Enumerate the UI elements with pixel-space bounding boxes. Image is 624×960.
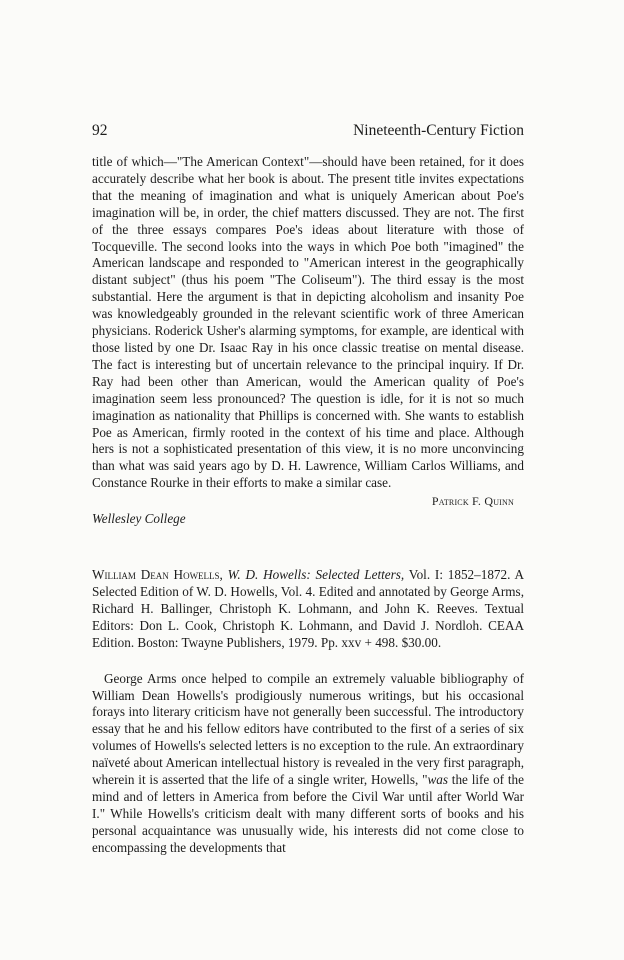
reviewer-affiliation: Wellesley College <box>92 511 186 527</box>
review-paragraph: title of which—"The American Context"—should have been retained, for it does accurately describe what her book is about. The present title invites expectations that the meaning of imagination and what is uniquely American about Poe's imagination will be, in order, the chief matters discussed. They are not. The first of the three essays compares Poe's ideas about literature with those of Tocqueville. The second looks into the ways in which Poe both "imagined" the American landscape and responded to "American interest in the geographically distant subject" (thus his poem "The Coliseum"). The third essay is the most substantial. Here the argument is that in depicting alcoholism and insanity Poe was knowledgeably grounded in the relevant scientific work of three American physicians. Roderick Usher's alarming symptoms, for example, are identical with those listed by one Dr. Isaac Ray in his once classic treatise on mental disease. The fact is interesting but of uncertain relevance to the principal inquiry. If Dr. Ray had been other than American, would the American quality of Poe's imagination seem less pronounced? The question is idle, for it is not so much imagination as nationality that Phillips is concerned with. She wants to establish Poe as American, firmly rooted in the context of his time and place. Although hers is not a sophisticated presentation of this view, it is no more unconvincing than what was said years ago by D. H. Lawrence, William Carlos Williams, and Constance Rourke in their efforts to make a similar case. <box>92 154 524 491</box>
citation-details: Vol. I: 1852–1872. A Selected Edition of W. D. Howells, Vol. 4. Edited and annotated by George Arms, Richard H. Ballinger, Christoph K. Lohmann, and John K. Reeves. Textual Editors: Don L. Cook, Christoph K. Lohmann, and David J. Nordloh. CEAA Edition. Boston: Twayne Publishers, 1979. Pp. xxv + 498. $30.00. <box>92 567 524 650</box>
body-emphasis: was <box>427 772 448 788</box>
journal-title: Nineteenth-Century Fiction <box>353 122 524 139</box>
body-text-start: George Arms once helped to compile an extremely valuable bibliography of William Dean Howells's prodigiously numerous writings, but his occasional forays into literary criticism have not generally been successful. The introductory essay that he and his fellow editors have contributed to the first of a series of six volumes of Howells's selected letters is no exception to the rule. An extraordinary naïveté about American intellectual history is revealed in the very first paragraph, wherein it is asserted that the life of a single writer, Howells, " <box>92 670 524 788</box>
running-header <box>92 122 524 146</box>
review-body <box>92 671 524 857</box>
reviewer-name: Patrick F. Quinn <box>431 494 514 509</box>
book-author: William Dean Howells, <box>92 567 223 583</box>
book-title: W. D. Howells: Selected Letters, <box>227 567 405 583</box>
page-number: 92 <box>92 122 108 139</box>
book-citation <box>92 567 524 652</box>
body-text-end: the life of the mind and of letters in America from before the Civil War until after World War I." While Howells's criticism dealt with many different sorts of books and his personal acquaintance was unusually wide, his interests did not come close to encompassing the developments that <box>92 772 524 855</box>
page <box>92 122 524 857</box>
